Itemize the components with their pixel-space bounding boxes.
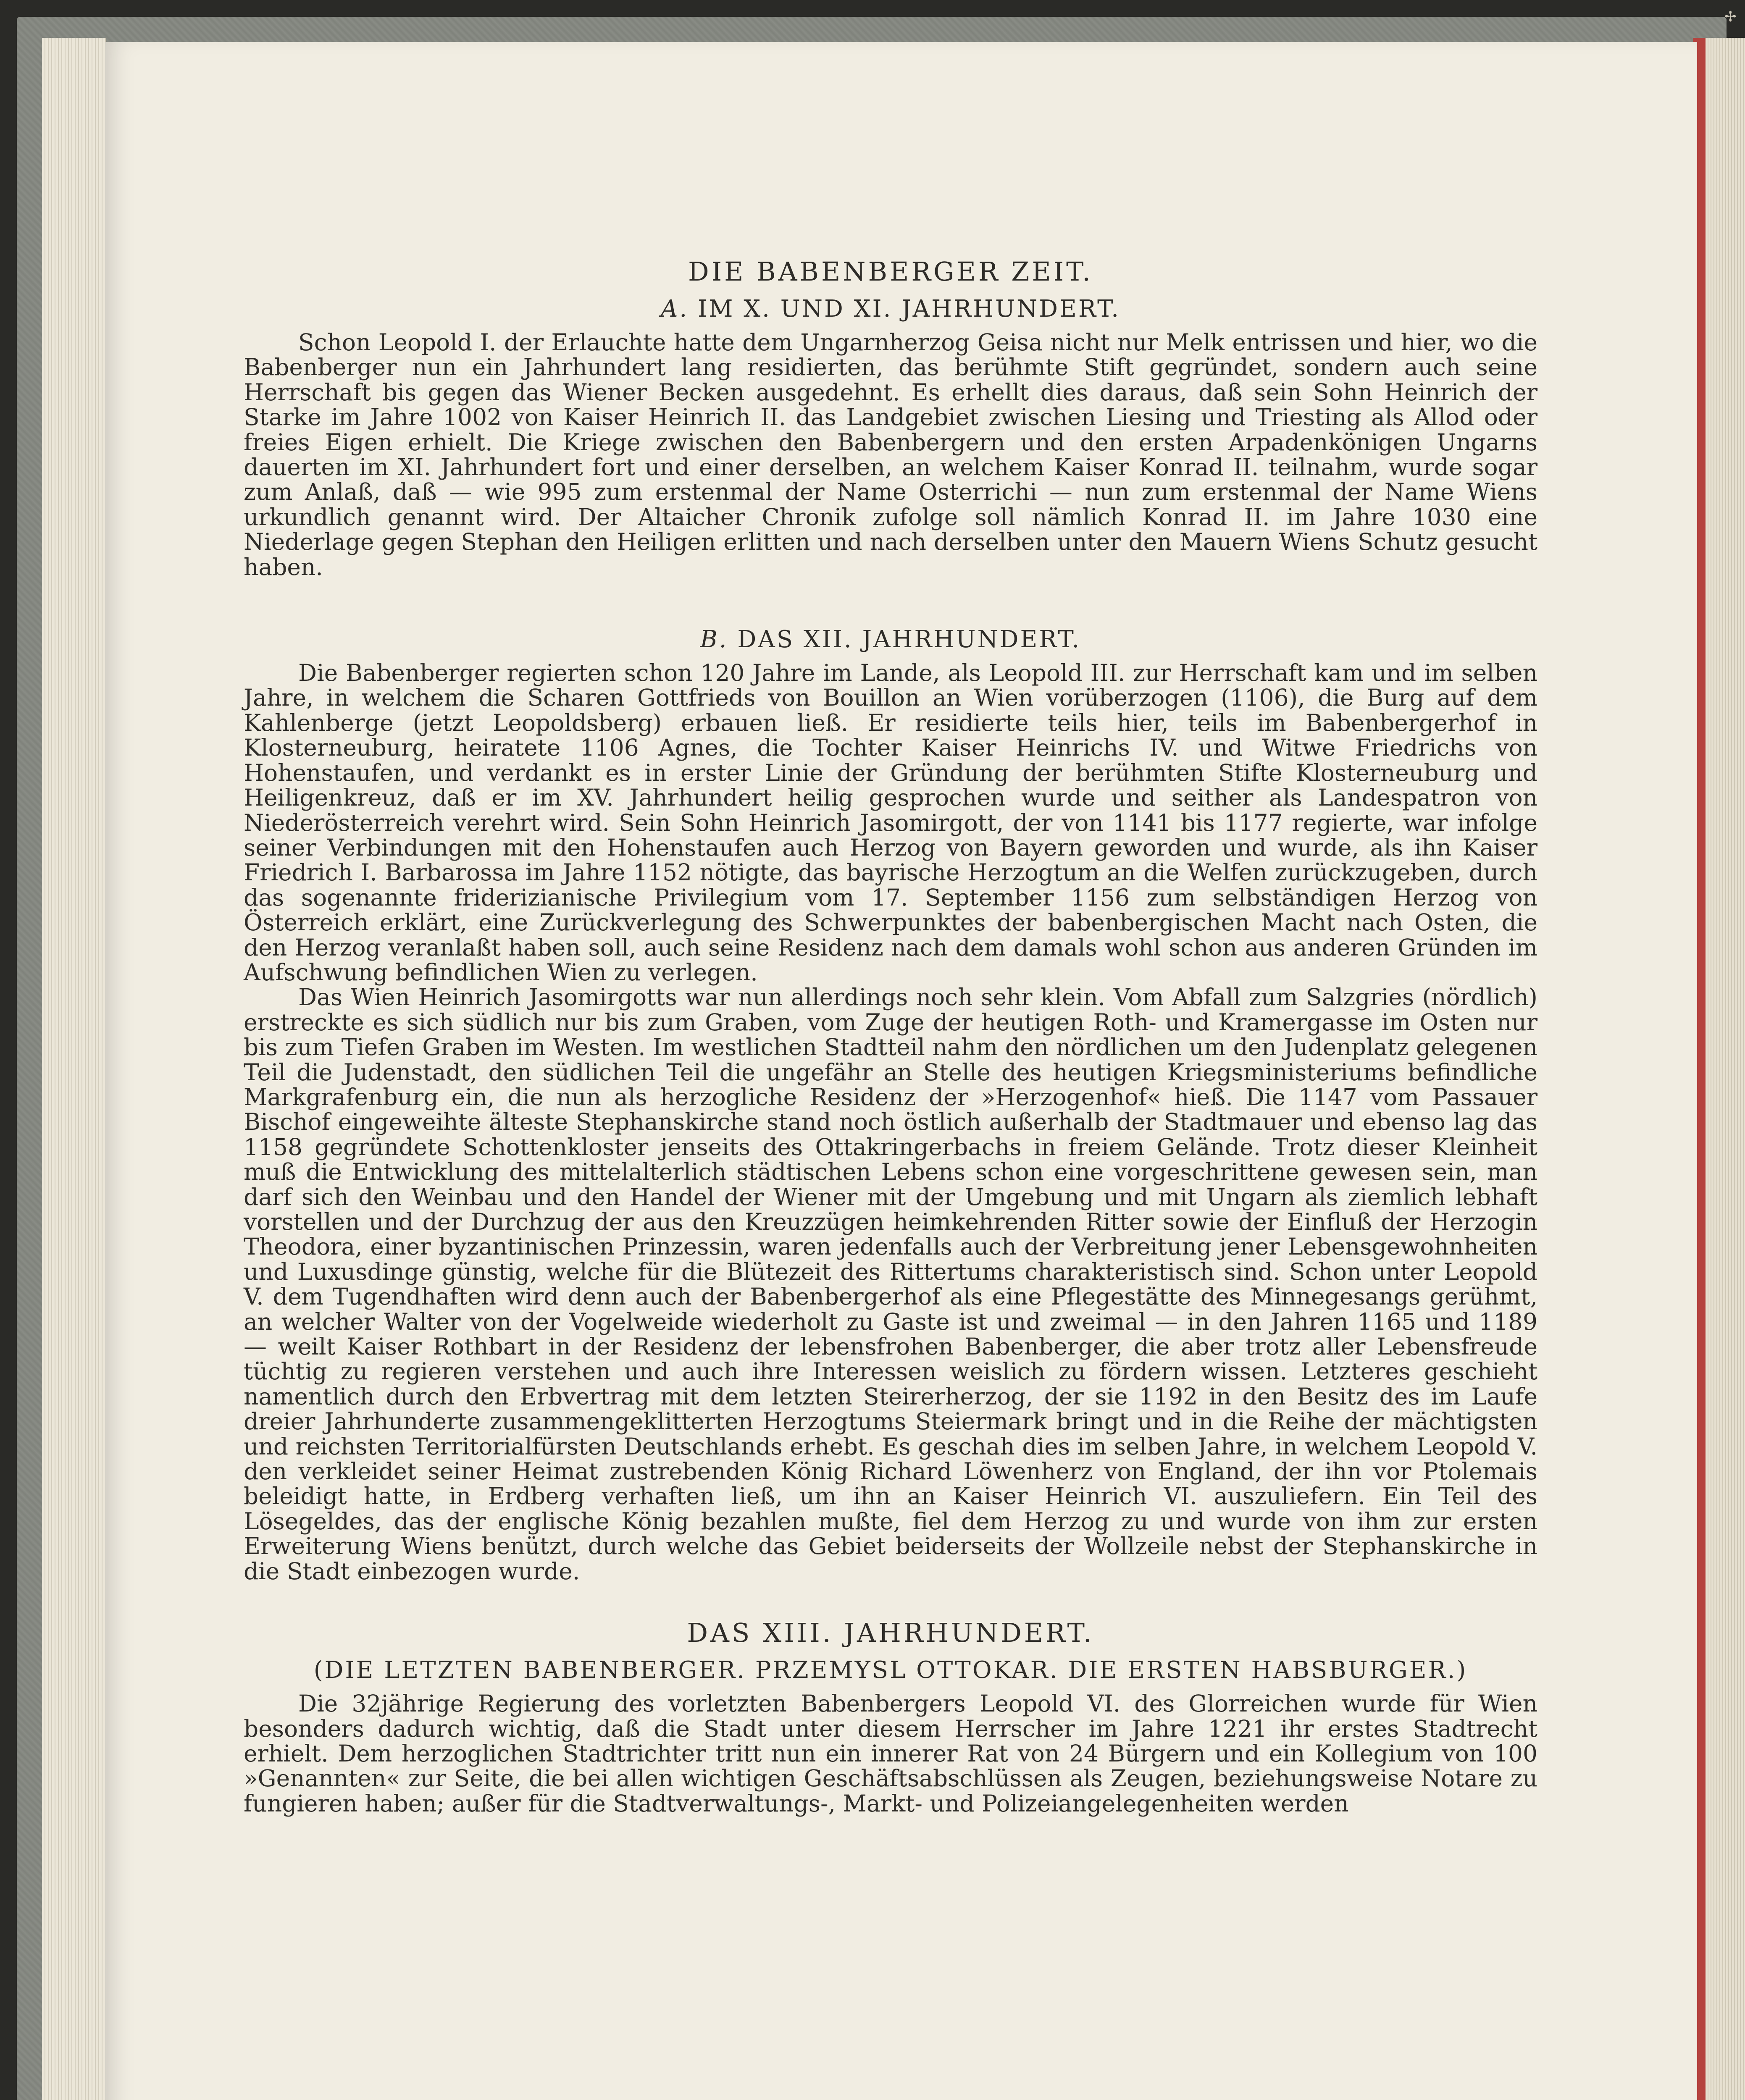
page-edges-left (42, 38, 106, 2100)
paragraph-a: Schon Leopold I. der Erlauchte hatte dem Ungarnherzog Geisa nicht nur Melk entrissen und hier, wo die Babenberger nun ein Jahrhundert lang residierten, das berühmte Stift gegründet, sondern auch seine Herrschaft bis gegen das Wiener Becken ausgedehnt. Es erhellt dies daraus, daß sein Sohn Heinrich der Starke im Jahre 1002 von Kaiser Heinrich II. das Landgebiet zwischen Liesing und Triesting als Allod oder freies Eigen erhielt. Die Kriege zwischen den Babenbergern und den ersten Arpadenkönigen Ungarns dauerten im XI. Jahrhundert fort und einer derselben, an welchem Kaiser Konrad II. teilnahm, wurde sogar zum Anlaß, daß — wie 995 zum erstenmal der Name Osterrichi — nun zum erstenmal der Name Wiens urkundlich genannt wird. Der Altaicher Chronik zufolge soll nämlich Konrad II. im Jahre 1030 eine Niederlage gegen Stephan den Heiligen erlitten und nach derselben unter den Mauern Wiens Schutz gesucht haben. (244, 329, 1537, 580)
subsection-title-a (244, 295, 1537, 323)
page-edges-right (1706, 38, 1745, 2100)
corner-mark: ✢ (1724, 8, 1737, 25)
paragraph-b1: Die Babenberger regierten schon 120 Jahre im Lande, als Leopold III. zur Herrschaft kam und im selben Jahre, in welchem die Scharen Gottfrieds von Bouillon an Wien vorüberzogen (1106), die Burg auf dem Kahlenberge (jetzt Leopoldsberg) erbauen ließ. Er residierte teils hier, teils im Babenbergerhof in Klosterneuburg, heiratete 1106 Agnes, die Tochter Kaiser Heinrichs IV. und Witwe Friedrichs von Hohenstaufen, und verdankt es in erster Linie der Gründung der berühmten Stifte Klosterneuburg und Heiligenkreuz, daß er im XV. Jahrhundert heilig gesprochen wurde und seither als Landespatron von Niederösterreich verehrt wird. Sein Sohn Heinrich Jasomirgott, der von 1141 bis 1177 regierte, war infolge seiner Verbindungen mit den Hohenstaufen auch Herzog von Bayern geworden und wurde, als ihn Kaiser Friedrich I. Barbarossa im Jahre 1152 nötigte, das bayrische Herzogtum an die Welfen zurückzugeben, durch das sogenannte friderizianische Privilegium vom 17. September 1156 zum selbständigen Herzog von Österreich erklärt, eine Zurückverlegung des Schwerpunktes der babenbergischen Macht nach Osten, die den Herzog veranlaßt haben soll, auch seine Residenz nach dem damals wohl schon aus anderen Gründen im Aufschwung befindlichen Wien zu verlegen. (244, 659, 1537, 986)
section-title-xiii: DAS XIII. JAHRHUNDERT. (687, 1617, 1094, 1648)
subsection-title-xiii: (DIE LETZTEN BABENBERGER. PRZEMYSL OTTOKAR. DIE ERSTEN HABSBURGER.) (313, 1656, 1468, 1684)
subsection-letter-a: A. (660, 295, 689, 323)
spacer (244, 580, 1537, 626)
section-title-babenberger: DIE BABENBERGER ZEIT. (688, 256, 1093, 287)
spacer (244, 1584, 1537, 1617)
subsection-text-b: DAS XII. JAHRHUNDERT. (737, 626, 1081, 654)
page-content (244, 256, 1537, 1816)
subsection-text-a: IM X. UND XI. JAHRHUNDERT. (698, 295, 1121, 323)
subsection-letter-b: B. (700, 626, 728, 654)
subsection-title-b (244, 626, 1537, 653)
paragraph-xiii: Die 32jährige Regierung des vorletzten Babenbergers Leopold VI. des Glorreichen wurde für Wien besonders dadurch wichtig, daß die Stadt unter diesem Herrscher im Jahre 1221 ihr erstes Stadtrecht erhielt. Dem herzoglichen Stadtrichter tritt nun ein innerer Rat von 24 Bürgern und ein Kollegium von 100 »Genannten« zur Seite, die bei allen wichtigen Geschäftsabschlüssen als Zeugen, beziehungsweise Notare zu fungieren haben; außer für die Stadtverwaltungs-, Markt- und Polizeiangelegenheiten werden (244, 1690, 1537, 1817)
paragraph-b2: Das Wien Heinrich Jasomirgotts war nun allerdings noch sehr klein. Vom Abfall zum Salzgries (nördlich) erstreckte es sich südlich nur bis zum Graben, vom Zuge der heutigen Roth- und Kramergasse im Osten nur bis zum Tiefen Graben im Westen. Im westlichen Stadtteil nahm den nördlichen um den Judenplatz gelegenen Teil die Judenstadt, den südlichen Teil die ungefähr an Stelle des heutigen Kriegsministeriums befindliche Markgrafenburg ein, die nun als herzogliche Residenz der »Herzogenhof« hieß. Die 1147 vom Passauer Bischof eingeweihte älteste Stephanskirche stand noch östlich außerhalb der Stadtmauer und ebenso lag das 1158 gegründete Schottenkloster jenseits des Ottakringerbachs in freiem Gelände. Trotz dieser Kleinheit muß die Entwicklung des mittelalterlich städtischen Lebens schon eine vorgeschrittene gewesen sein, man darf sich den Weinbau und den Handel der Wiener mit der Umgebung und mit Ungarn als ziemlich lebhaft vorstellen und der Durchzug der aus den Kreuzzügen heimkehrenden Ritter sowie der Einfluß der Herzogin Theodora, einer byzantinischen Prinzessin, waren jedenfalls auch der Verbreitung jener Lebensgewohnheiten und Luxusdinge günstig, welche für die Blütezeit des Rittertums charakteristisch sind. Schon unter Leopold V. dem Tugendhaften wird denn auch der Babenbergerhof als eine Pflegestätte des Minnegesangs gerühmt, an welcher Walter von der Vogelweide wiederholt zu Gaste ist und zweimal — in den Jahren 1165 und 1189 — weilt Kaiser Rothbart in der Residenz der lebensfrohen Babenberger, die aber trotz aller Lebensfreude tüchtig zu regieren verstehen und auch ihre Interessen weislich zu fördern wissen. Letzteres geschieht namentlich durch den Erbvertrag mit dem letzten Steirerherzog, der sie 1192 in den Besitz des im Laufe dreier Jahrhunderte zusammengeklitterten Herzogtums Steiermark bringt und in die Reihe der mächtigsten und reichsten Territorialfürsten Deutschlands erhebt. Es geschah dies im selben Jahre, in welchem Leopold V. den verkleidet seiner Heimat zustrebenden König Richard Löwenherz von England, der ihn vor Ptolemais beleidigt hatte, in Erdberg verhaften ließ, um ihn an Kaiser Heinrich VI. auszuliefern. Ein Teil des Lösegeldes, das der englische König bezahlen mußte, fiel dem Herzog zu und wurde von ihm zur ersten Erweiterung Wiens benützt, durch welche das Gebiet beiderseits der Wollzeile nebst der Stephanskirche in die Stadt einbezogen wurde. (244, 984, 1537, 1585)
